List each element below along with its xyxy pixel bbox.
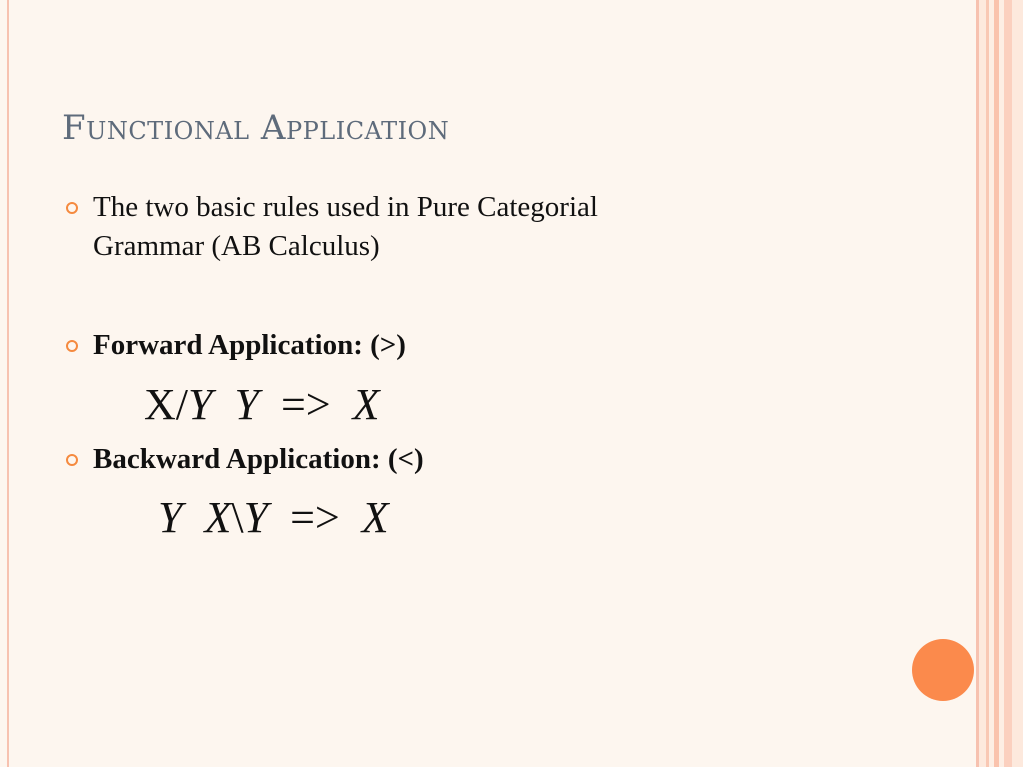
right-stripe bbox=[979, 0, 986, 767]
decorative-orange-circle bbox=[912, 639, 974, 701]
right-stripe bbox=[1004, 0, 1012, 767]
bullet-text-backward: Backward Application: (<) bbox=[93, 443, 424, 475]
formula-arrow: => bbox=[290, 493, 340, 542]
formula-arrow: => bbox=[280, 380, 331, 429]
formula-symbol: X bbox=[352, 380, 380, 429]
right-stripe bbox=[1012, 0, 1023, 767]
bullet-text-intro bbox=[93, 188, 598, 266]
forward-application-formula bbox=[144, 379, 380, 430]
formula-symbol: Y bbox=[188, 380, 213, 429]
slide-title: Functional Application bbox=[62, 108, 450, 148]
formula-symbol: Y bbox=[158, 493, 183, 542]
bullet-text-line: The two basic rules used in Pure Categorial bbox=[93, 191, 598, 223]
bullet-icon bbox=[66, 202, 78, 214]
bullet-icon bbox=[66, 340, 78, 352]
formula-symbol: X bbox=[204, 493, 232, 542]
formula-symbol: X bbox=[361, 493, 389, 542]
left-border-line bbox=[7, 0, 9, 767]
bullet-text-forward: Forward Application: (>) bbox=[93, 329, 406, 361]
bullet-text-line: Grammar (AB Calculus) bbox=[93, 230, 380, 262]
formula-symbol: Y bbox=[234, 380, 259, 429]
formula-symbol: Y bbox=[243, 493, 269, 542]
formula-symbol: / bbox=[175, 380, 189, 429]
formula-symbol: X bbox=[144, 380, 176, 429]
formula-symbol: \ bbox=[231, 493, 244, 542]
backward-application-formula bbox=[158, 492, 389, 543]
bullet-icon bbox=[66, 454, 78, 466]
